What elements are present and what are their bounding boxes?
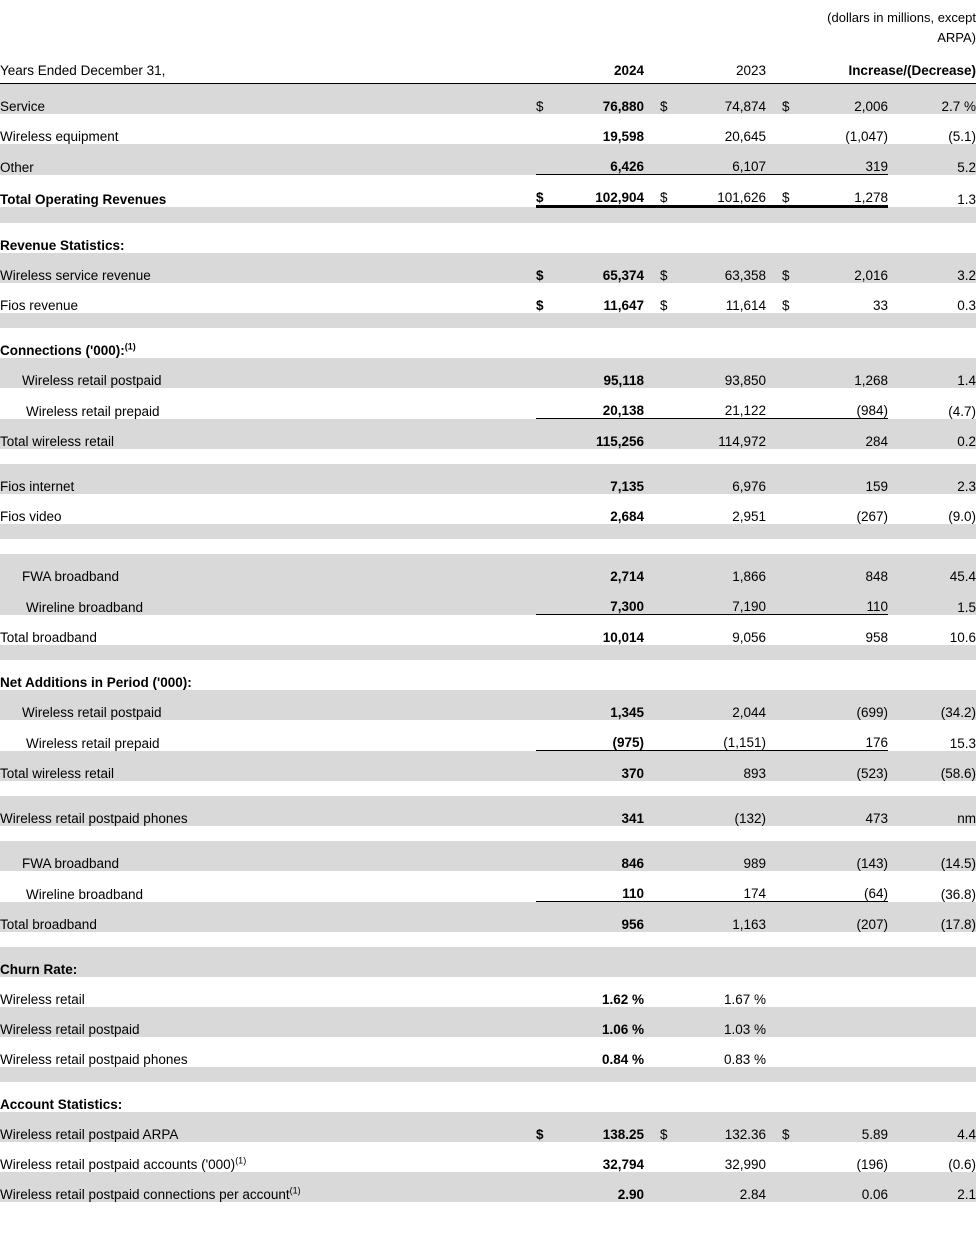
row-dollar-change (782, 388, 804, 419)
row-value-change: (64) (804, 871, 888, 902)
row-dollar-2023 (660, 690, 682, 720)
row-value-2023: 132.36 (682, 1112, 766, 1142)
row-value-pct: (34.2) (900, 690, 976, 720)
row-dollar-change (782, 144, 804, 175)
table-row-net-additions-wireline-broadband (0, 871, 976, 902)
row-dollar-change: $ (782, 175, 804, 207)
row-value-2023: 2,951 (682, 494, 766, 524)
row-dollar-change (782, 494, 804, 524)
spacer-row (0, 781, 976, 796)
table-row-fios-revenue (0, 283, 976, 313)
row-value-2024: 846 (558, 841, 644, 871)
table-row-connections-wireline-broadband (0, 584, 976, 615)
row-dollar-2023 (660, 114, 682, 144)
row-value-pct: 3.2 (900, 253, 976, 283)
row-dollar-2023 (660, 419, 682, 450)
row-value-pct: (14.5) (900, 841, 976, 871)
spacer-row (0, 932, 976, 947)
section-title-text: Connections ('000): (0, 343, 125, 358)
row-value-2024: 10,014 (558, 615, 644, 646)
table-row-service (0, 84, 976, 115)
spacer-row (0, 826, 976, 841)
section-header-revenue-statistics (0, 223, 976, 253)
row-dollar-2024 (536, 902, 558, 933)
row-value-2023: 11,614 (682, 283, 766, 313)
row-dollar-change (782, 871, 804, 902)
row-value-change: 0.06 (804, 1172, 888, 1202)
row-value-change: 848 (804, 554, 888, 584)
row-value-2024: 20,138 (558, 388, 644, 419)
row-label: FWA broadband (0, 554, 536, 584)
row-value-pct: 1.5 (900, 584, 976, 615)
row-value-change: (143) (804, 841, 888, 871)
row-value-2024: 1,345 (558, 690, 644, 720)
row-dollar-2023 (660, 494, 682, 524)
row-dollar-change: $ (782, 253, 804, 283)
table-row-fios-video (0, 494, 976, 524)
row-label: Total wireless retail (0, 751, 536, 782)
row-dollar-2023 (660, 720, 682, 751)
row-dollar-2024 (536, 796, 558, 826)
section-title (0, 328, 536, 358)
row-dollar-2024 (536, 388, 558, 419)
row-value-2023: 1.03 % (682, 1007, 766, 1037)
row-value-2023: 0.83 % (682, 1037, 766, 1067)
row-dollar-2023: $ (660, 1112, 682, 1142)
row-dollar-2024 (536, 720, 558, 751)
row-value-change: (523) (804, 751, 888, 782)
section-header-churn-rate (0, 947, 976, 977)
spacer-row (0, 1067, 976, 1082)
row-value-2024: 102,904 (558, 175, 644, 207)
row-value-2024: 65,374 (558, 253, 644, 283)
row-value-pct: 1.3 (900, 175, 976, 207)
section-header-net-additions (0, 660, 976, 690)
row-dollar-2024 (536, 419, 558, 450)
row-dollar-2024 (536, 977, 558, 1007)
row-dollar-2024: $ (536, 84, 558, 115)
table-row-net-additions-total-broadband (0, 902, 976, 933)
row-dollar-change: $ (782, 84, 804, 115)
row-value-2024: 19,598 (558, 114, 644, 144)
row-value-2023: 1.67 % (682, 977, 766, 1007)
row-label: Wireless equipment (0, 114, 536, 144)
row-value-2024: 95,118 (558, 358, 644, 388)
table-row-total-broadband-connections (0, 615, 976, 646)
row-value-2023: 6,107 (682, 144, 766, 175)
table-row-connections-prepaid (0, 388, 976, 419)
row-value-pct: (5.1) (900, 114, 976, 144)
row-value-2023: 6,976 (682, 464, 766, 494)
row-dollar-2023 (660, 751, 682, 782)
units-caption-line1: (dollars in millions, except (827, 10, 976, 25)
row-label: FWA broadband (0, 841, 536, 871)
row-dollar-2023 (660, 871, 682, 902)
units-caption-line2: ARPA) (937, 30, 976, 45)
spacer-row (0, 207, 976, 224)
row-dollar-2024 (536, 1172, 558, 1202)
table-row-total-wireless-retail-connections (0, 419, 976, 450)
row-value-change: (196) (804, 1142, 888, 1172)
row-value-change: 33 (804, 283, 888, 313)
row-value-2024: (975) (558, 720, 644, 751)
row-dollar-change (782, 554, 804, 584)
row-dollar-change (782, 751, 804, 782)
row-label: Wireless retail postpaid (0, 1007, 536, 1037)
row-value-pct: 5.2 (900, 144, 976, 175)
row-dollar-2023 (660, 554, 682, 584)
row-dollar-change (782, 358, 804, 388)
row-value-2023: 93,850 (682, 358, 766, 388)
row-dollar-2023 (660, 615, 682, 646)
row-value-pct: 0.2 (900, 419, 976, 450)
row-dollar-2024 (536, 690, 558, 720)
row-dollar-change (782, 1142, 804, 1172)
row-dollar-2023 (660, 902, 682, 933)
table-row-churn-wireless-retail-postpaid-phones (0, 1037, 976, 1067)
table-row-postpaid-accounts (0, 1142, 976, 1172)
row-dollar-change (782, 720, 804, 751)
row-dollar-change (782, 1037, 804, 1067)
row-label: Total broadband (0, 615, 536, 646)
row-value-2024: 0.84 % (558, 1037, 644, 1067)
table-row-net-additions-fwa-broadband (0, 841, 976, 871)
row-value-2023: 1,163 (682, 902, 766, 933)
row-value-change: 159 (804, 464, 888, 494)
row-value-pct: 15.3 (900, 720, 976, 751)
row-dollar-2023 (660, 1172, 682, 1202)
row-value-pct (900, 977, 976, 1007)
row-value-change (804, 977, 888, 1007)
row-value-2024: 32,794 (558, 1142, 644, 1172)
row-dollar-2023 (660, 1037, 682, 1067)
row-label: Total broadband (0, 902, 536, 933)
row-value-pct (900, 1007, 976, 1037)
row-value-2023: 2,044 (682, 690, 766, 720)
row-value-2024: 1.06 % (558, 1007, 644, 1037)
row-value-2023: 32,990 (682, 1142, 766, 1172)
row-label: Fios revenue (0, 283, 536, 313)
row-value-pct: (4.7) (900, 388, 976, 419)
row-dollar-2023 (660, 1142, 682, 1172)
row-label-text: Wireless retail postpaid connections per account (0, 1187, 290, 1202)
row-dollar-2024 (536, 464, 558, 494)
operating-revenue-statistics-table (0, 48, 976, 1202)
table-row-net-additions-prepaid (0, 720, 976, 751)
row-label: Fios video (0, 494, 536, 524)
row-dollar-2024: $ (536, 283, 558, 313)
table-row-postpaid-arpa (0, 1112, 976, 1142)
spacer-row (0, 449, 976, 464)
table-row-net-additions-postpaid-phones (0, 796, 976, 826)
row-label: Other (0, 144, 536, 175)
table-row-net-additions-postpaid (0, 690, 976, 720)
row-value-2023: 20,645 (682, 114, 766, 144)
row-value-pct: nm (900, 796, 976, 826)
row-value-change: 176 (804, 720, 888, 751)
row-dollar-change: $ (782, 283, 804, 313)
row-value-2023: 174 (682, 871, 766, 902)
row-value-pct: 4.4 (900, 1112, 976, 1142)
row-dollar-change: $ (782, 1112, 804, 1142)
row-value-pct: 45.4 (900, 554, 976, 584)
row-value-2023: 9,056 (682, 615, 766, 646)
row-value-change: 2,006 (804, 84, 888, 115)
table-row-churn-wireless-retail-postpaid (0, 1007, 976, 1037)
row-value-2024: 115,256 (558, 419, 644, 450)
row-value-2024: 11,647 (558, 283, 644, 313)
row-dollar-2023: $ (660, 283, 682, 313)
row-value-2024: 370 (558, 751, 644, 782)
table-row-net-additions-total-wireless-retail (0, 751, 976, 782)
header-period-label: Years Ended December 31, (0, 48, 536, 84)
row-value-2023: (132) (682, 796, 766, 826)
row-value-2023: 2.84 (682, 1172, 766, 1202)
row-dollar-2024 (536, 494, 558, 524)
row-dollar-2023 (660, 796, 682, 826)
row-dollar-change (782, 690, 804, 720)
row-value-change: (699) (804, 690, 888, 720)
row-dollar-change (782, 114, 804, 144)
section-title: Net Additions in Period ('000): (0, 660, 536, 690)
row-dollar-2024 (536, 554, 558, 584)
row-value-2023: (1,151) (682, 720, 766, 751)
row-value-2024: 341 (558, 796, 644, 826)
table-row-other (0, 144, 976, 175)
row-value-change: 2,016 (804, 253, 888, 283)
row-value-change: (207) (804, 902, 888, 933)
row-value-pct: (58.6) (900, 751, 976, 782)
row-value-2023: 21,122 (682, 388, 766, 419)
table-row-connections-fwa-broadband (0, 554, 976, 584)
row-dollar-change (782, 977, 804, 1007)
row-dollar-2024 (536, 871, 558, 902)
spacer-row (0, 539, 976, 554)
row-dollar-change (782, 419, 804, 450)
row-value-2024: 2,714 (558, 554, 644, 584)
row-label: Wireless retail postpaid (0, 358, 536, 388)
row-label: Wireless retail prepaid (0, 388, 536, 419)
row-value-pct: (36.8) (900, 871, 976, 902)
row-value-change: 473 (804, 796, 888, 826)
row-dollar-2024 (536, 1142, 558, 1172)
row-dollar-2024 (536, 615, 558, 646)
row-dollar-change (782, 841, 804, 871)
row-dollar-2023 (660, 584, 682, 615)
row-value-change (804, 1007, 888, 1037)
row-dollar-change (782, 1172, 804, 1202)
row-dollar-2023 (660, 464, 682, 494)
row-dollar-change (782, 796, 804, 826)
row-dollar-change (782, 615, 804, 646)
row-value-pct: (9.0) (900, 494, 976, 524)
row-value-2024: 2,684 (558, 494, 644, 524)
row-value-change: (984) (804, 388, 888, 419)
row-value-change: 110 (804, 584, 888, 615)
table-row-connections-per-account (0, 1172, 976, 1202)
spacer-row (0, 313, 976, 328)
table-row-total-operating-revenues (0, 175, 976, 207)
row-value-2024: 110 (558, 871, 644, 902)
row-label: Wireless retail postpaid phones (0, 1037, 536, 1067)
row-value-change: (267) (804, 494, 888, 524)
units-caption (0, 0, 976, 48)
row-dollar-2023 (660, 1007, 682, 1037)
row-value-2023: 1,866 (682, 554, 766, 584)
row-label-text: Wireless retail postpaid accounts ('000) (0, 1157, 236, 1172)
row-dollar-2023 (660, 388, 682, 419)
row-label: Total wireless retail (0, 419, 536, 450)
row-value-2024: 956 (558, 902, 644, 933)
row-value-2023: 893 (682, 751, 766, 782)
row-dollar-2023 (660, 841, 682, 871)
row-label: Total Operating Revenues (0, 175, 536, 207)
row-dollar-change (782, 464, 804, 494)
row-dollar-2024: $ (536, 1112, 558, 1142)
row-value-pct: 10.6 (900, 615, 976, 646)
row-value-2023: 7,190 (682, 584, 766, 615)
table-row-churn-wireless-retail (0, 977, 976, 1007)
row-dollar-2024 (536, 144, 558, 175)
section-header-account-statistics (0, 1082, 976, 1112)
table-row-connections-postpaid (0, 358, 976, 388)
row-value-pct: 2.1 (900, 1172, 976, 1202)
row-dollar-2023: $ (660, 84, 682, 115)
row-label: Wireless service revenue (0, 253, 536, 283)
row-value-2023: 101,626 (682, 175, 766, 207)
spacer-row (0, 645, 976, 660)
row-value-2023: 63,358 (682, 253, 766, 283)
row-dollar-2024 (536, 841, 558, 871)
row-dollar-2024 (536, 1007, 558, 1037)
row-dollar-change (782, 584, 804, 615)
row-dollar-2024 (536, 114, 558, 144)
row-value-2023: 114,972 (682, 419, 766, 450)
row-dollar-2024 (536, 358, 558, 388)
spacer-row (0, 524, 976, 539)
row-value-2024: 76,880 (558, 84, 644, 115)
row-label: Service (0, 84, 536, 115)
header-col-2023: 2023 (682, 48, 766, 84)
row-value-2023: 989 (682, 841, 766, 871)
table-row-fios-internet (0, 464, 976, 494)
footnote-marker: (1) (289, 1185, 301, 1196)
row-dollar-change (782, 902, 804, 933)
row-value-change: 284 (804, 419, 888, 450)
row-value-pct: 0.3 (900, 283, 976, 313)
row-label: Wireline broadband (0, 584, 536, 615)
row-label: Wireless retail postpaid ARPA (0, 1112, 536, 1142)
row-value-pct (900, 1037, 976, 1067)
row-value-change: 958 (804, 615, 888, 646)
row-dollar-2024: $ (536, 175, 558, 207)
row-value-2024: 138.25 (558, 1112, 644, 1142)
row-value-pct: 2.3 (900, 464, 976, 494)
row-label: Fios internet (0, 464, 536, 494)
header-col-change: Increase/(Decrease) (782, 48, 976, 84)
row-value-pct: (17.8) (900, 902, 976, 933)
row-dollar-2024 (536, 584, 558, 615)
row-label: Wireline broadband (0, 871, 536, 902)
row-label (0, 1142, 536, 1172)
table-row-wireless-equipment (0, 114, 976, 144)
row-value-change: 5.89 (804, 1112, 888, 1142)
row-dollar-2024: $ (536, 253, 558, 283)
row-label: Wireless retail prepaid (0, 720, 536, 751)
row-value-2024: 7,135 (558, 464, 644, 494)
row-value-change (804, 1037, 888, 1067)
row-value-pct: 2.7 % (900, 84, 976, 115)
row-value-pct: 1.4 (900, 358, 976, 388)
header-col-2024: 2024 (558, 48, 644, 84)
row-dollar-2023 (660, 977, 682, 1007)
footnote-marker: (1) (124, 341, 136, 352)
row-value-2024: 7,300 (558, 584, 644, 615)
row-value-change: 1,268 (804, 358, 888, 388)
row-value-2024: 2.90 (558, 1172, 644, 1202)
row-dollar-2024 (536, 751, 558, 782)
row-dollar-2023 (660, 358, 682, 388)
row-dollar-2023: $ (660, 253, 682, 283)
row-value-2024: 6,426 (558, 144, 644, 175)
row-value-change: 1,278 (804, 175, 888, 207)
row-value-2023: 74,874 (682, 84, 766, 115)
row-value-pct: (0.6) (900, 1142, 976, 1172)
table-row-wireless-service-revenue (0, 253, 976, 283)
row-dollar-2023: $ (660, 175, 682, 207)
row-label: Wireless retail postpaid phones (0, 796, 536, 826)
row-label: Wireless retail postpaid (0, 690, 536, 720)
table-header-row (0, 48, 976, 84)
row-dollar-2024 (536, 1037, 558, 1067)
row-value-change: (1,047) (804, 114, 888, 144)
section-title: Revenue Statistics: (0, 223, 536, 253)
row-value-2024: 1.62 % (558, 977, 644, 1007)
section-title: Account Statistics: (0, 1082, 536, 1112)
row-label (0, 1172, 536, 1202)
row-dollar-change (782, 1007, 804, 1037)
footnote-marker: (1) (235, 1155, 247, 1166)
row-value-change: 319 (804, 144, 888, 175)
section-title: Churn Rate: (0, 947, 536, 977)
row-label: Wireless retail (0, 977, 536, 1007)
row-dollar-2023 (660, 144, 682, 175)
section-header-connections (0, 328, 976, 358)
